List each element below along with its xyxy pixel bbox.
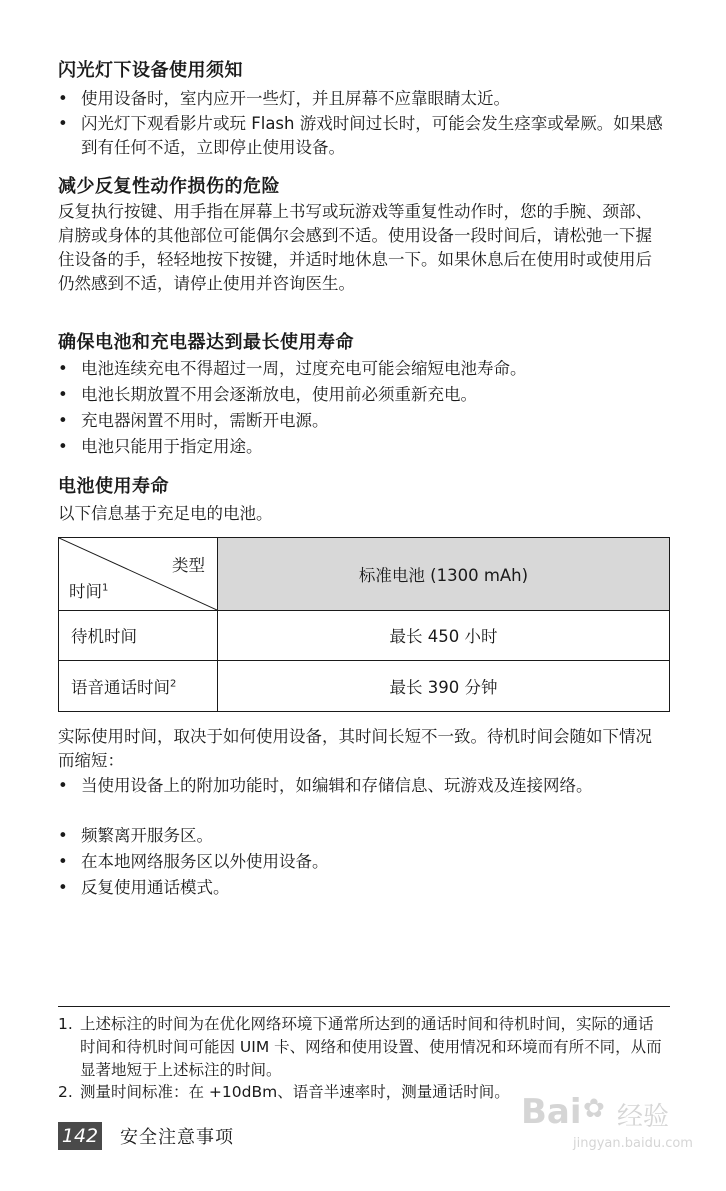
bullet-icon: •: [58, 359, 68, 378]
paragraph-battery-intro: 以下信息基于充足电的电池。: [58, 504, 273, 523]
footer-section-title: 安全注意事项: [120, 1127, 234, 1148]
paragraph-usage: 实际使用时间，取决于如何使用设备，其时间长短不一致。待机时间会随如下情况而缩短：: [58, 727, 652, 770]
table-column-header: 标准电池 (1300 mAh): [218, 538, 669, 610]
bullet-icon: •: [58, 852, 68, 871]
paragraph-repetitive: 反复执行按键、用手指在屏幕上书写或玩游戏等重复性动作时，您的手腕、颈部、肩膀或身体的其他部位可能偶尔会感到不适。使用设备一段时间后，请松弛一下握住设备的手，轻轻地按下按键，并适时地休息一下。如果休息后在使用时或使用后仍然感到不适，请停止使用并咨询医生。: [58, 202, 652, 293]
footnote-number: 2.: [58, 1083, 73, 1101]
list-item-text: 当使用设备上的附加功能时，如编辑和存储信息、玩游戏及连接网络。: [81, 776, 593, 795]
bullet-icon: •: [58, 776, 68, 795]
table-cell-value: 最长 390 分钟: [389, 678, 498, 697]
list-item-text: 闪光灯下观看影片或玩 Flash 游戏时间过长时，可能会发生痉挛或晕厥。如果感到有任何不适，立即停止使用设备。: [81, 114, 663, 157]
heading-battery-care: 确保电池和充电器达到最长使用寿命: [58, 332, 354, 353]
table-corner-cell: [59, 538, 218, 610]
corner-label-type: 类型: [172, 556, 205, 575]
watermark-brand-suffix: 经验: [617, 1102, 670, 1132]
heading-repetitive: 减少反复性动作损伤的危险: [58, 176, 280, 197]
corner-label-time: [69, 578, 108, 602]
list-item-text: 电池长期放置不用会逐渐放电，使用前必须重新充电。: [81, 385, 477, 404]
table-row: [59, 661, 669, 711]
bullet-icon: •: [58, 385, 68, 404]
heading-flash: 闪光灯下设备使用须知: [58, 60, 243, 81]
watermark-brand: Bai: [521, 1092, 582, 1132]
bullet-icon: •: [58, 878, 68, 897]
heading-battery-life: 电池使用寿命: [58, 476, 169, 497]
list-item-text: 使用设备时，室内应开一些灯，并且屏幕不应靠眼睛太近。: [81, 89, 510, 108]
table-cell-label: [71, 674, 176, 698]
corner-label-time-text: 时间: [69, 582, 102, 601]
bullet-icon: •: [58, 114, 68, 133]
footnote-divider: [58, 1006, 670, 1007]
list-item-text: 电池连续充电不得超过一周，过度充电可能会缩短电池寿命。: [81, 359, 527, 378]
table-row: [59, 610, 669, 661]
list-item-text: 频繁离开服务区。: [81, 826, 213, 845]
page-number: 142: [58, 1122, 102, 1150]
footnote-text: 测量时间标准：在 +10dBm、语音半速率时，测量通话时间。: [80, 1083, 510, 1101]
bullet-icon: •: [58, 826, 68, 845]
footnote-ref: 2: [170, 678, 177, 690]
footnote-text: 上述标注的时间为在优化网络环境下通常所达到的通话时间和待机时间，实际的通话时间和待机时间可能因 UIM 卡、网络和使用设置、使用情况和环境而有所不同，从而显著地短于上述标注的时间。: [80, 1015, 662, 1079]
list-item-text: 电池只能用于指定用途。: [81, 437, 263, 456]
table-cell-label-text: 待机时间: [71, 627, 137, 646]
list-item-text: 充电器闲置不用时，需断开电源。: [81, 411, 329, 430]
footnote-number: 1.: [58, 1015, 73, 1033]
list-item-text: 在本地网络服务区以外使用设备。: [81, 852, 329, 871]
battery-life-table: [58, 537, 670, 712]
table-cell-label-text: 语音通话时间: [71, 678, 170, 697]
list-item-text: 反复使用通话模式。: [81, 878, 230, 897]
bullet-icon: •: [58, 89, 68, 108]
table-cell-value: 最长 450 小时: [389, 627, 498, 646]
watermark: [513, 1080, 713, 1160]
bullet-icon: •: [58, 437, 68, 456]
table-header: [59, 538, 669, 611]
bullet-icon: •: [58, 411, 68, 430]
table-cell-label: [71, 623, 137, 647]
paw-icon: ✿: [583, 1094, 605, 1124]
watermark-url: jingyan.baidu.com: [573, 1136, 693, 1151]
footnote-ref: 1: [102, 582, 109, 594]
